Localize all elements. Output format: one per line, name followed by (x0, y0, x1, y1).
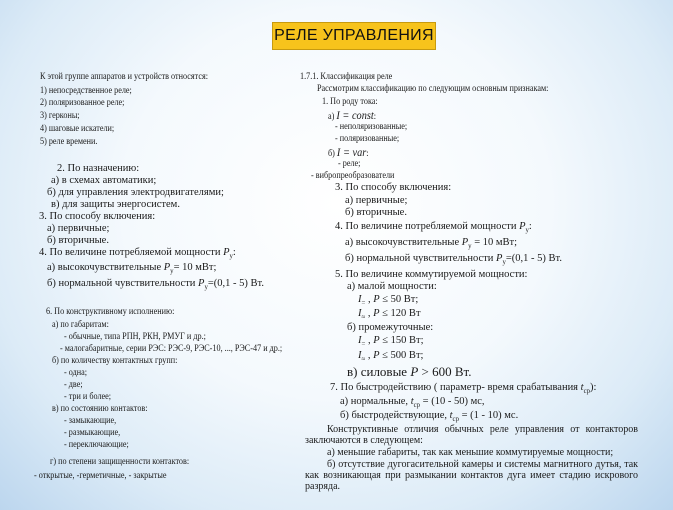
list-item: 5) реле времени. (40, 137, 98, 147)
list-item: б) I = var: (328, 145, 369, 159)
list-item: а) малой мощности: (347, 281, 437, 292)
list-item: - две; (64, 380, 83, 390)
section-power: 4. По величине потребляемой мощности $P_y$: (39, 247, 236, 261)
list-item: б) быстродействующие, $t_{ср} = (1 - 10)$ мс. (340, 410, 519, 424)
list-item: в) силовые P > 600 Вт. (347, 364, 472, 379)
section-power: 4. По величине потребляемой мощности $P_y$: (335, 221, 532, 235)
list-item: б) вторичные. (47, 235, 109, 246)
list-item: г) по степени защищенности контактов: (50, 457, 190, 467)
list-item: в) по состоянию контактов: (52, 404, 148, 414)
formula: $I_=$ , P ≤ 150 Вт; (358, 335, 424, 349)
list-item: - одна; (64, 368, 88, 378)
list-item: а) первичные; (345, 195, 408, 206)
paragraph: б) отсутствие дугогасительной камеры и системы магнитного дутья, так как возникающая при размыкании контактов дуга имеет стадию искрового разряда. (305, 459, 638, 492)
list-item: - замыкающие, (64, 416, 117, 426)
paragraph: Конструктивные отличия обычных реле управления от контакторов заключаются в следующем: (305, 424, 638, 446)
formula: $I_=$ , P ≤ 50 Вт; (358, 294, 419, 308)
paragraph: а) меньшие габариты, так как меньшие коммутируемые мощности; (327, 447, 614, 458)
list-item: б) нормальной чувствительности $P_y=(0,1 - 5)$ Вт. (345, 253, 562, 267)
list-item: - поляризованные; (335, 134, 400, 144)
list-item: а) по габаритам: (52, 320, 109, 330)
list-item: б) промежуточные: (347, 322, 434, 333)
list-item: - переключающие; (64, 440, 129, 450)
section-heading: 1.7.1. Классификация реле (300, 72, 393, 82)
list-item: а) высокочувствительные $P_y= 10$ мВт; (47, 262, 217, 276)
list-item: 4) шаговые искатели; (40, 124, 115, 134)
list-item: 1) непосредственное реле; (40, 86, 132, 96)
section-current: 1. По роду тока: (322, 97, 378, 107)
list-item: а) высокочувствительные $P_y = 10$ мВт; (345, 237, 518, 251)
list-item: - три и более; (64, 392, 112, 402)
list-item: - реле; (338, 159, 361, 169)
list-item: - открытые, -герметичные, - закрытые (34, 471, 167, 481)
section-speed: 7. По быстродействию ( параметр- время срабатывания $t_{ср}$): (330, 382, 597, 396)
list-item: б) по количеству контактных групп: (52, 356, 178, 366)
list-item: а) I = const: (328, 108, 377, 122)
list-item: - неполяризованные; (335, 122, 408, 132)
list-item: а) первичные; (47, 223, 110, 234)
list-item: а) в схемах автоматики; (51, 175, 157, 186)
intro-text: Рассмотрим классификацию по следующим основным признакам: (317, 84, 549, 94)
section-switching: 3. По способу включения: (335, 182, 452, 193)
list-item: - размыкающие, (64, 428, 121, 438)
list-item: в) для защиты энергосистем. (51, 199, 180, 210)
section-switched-power: 5. По величине коммутируемой мощности: (335, 269, 528, 280)
slide-title: РЕЛЕ УПРАВЛЕНИЯ (272, 22, 436, 50)
section-construction: 6. По конструктивному исполнению: (46, 307, 175, 317)
list-item: - малогабаритные, серии РЭС: РЭС-9, РЭС-10, ..., РЭС-47 и др.; (60, 344, 283, 354)
formula: $I_\approx$ , P ≤ 120 Вт (358, 308, 421, 322)
formula: $I_\approx$ , P ≤ 500 Вт; (358, 350, 424, 364)
list-item: 2) поляризованное реле; (40, 98, 125, 108)
section-purpose: 2. По назначению: (57, 163, 140, 174)
list-item: б) нормальной чувствительности $P_y=(0,1 - 5)$ Вт. (47, 278, 264, 292)
list-item: 3) герконы; (40, 111, 80, 121)
list-item: а) нормальные, $t_{ср} = (10 - 50)$ мс, (340, 396, 485, 410)
intro-text: К этой группе аппаратов и устройств относятся: (40, 72, 208, 82)
list-item: - вибропреобразователи (311, 171, 395, 181)
list-item: б) вторичные. (345, 207, 407, 218)
section-switching: 3. По способу включения: (39, 211, 156, 222)
list-item: - обычные, типа РПН, РКН, РМУГ и др.; (64, 332, 206, 342)
list-item: б) для управления электродвигателями; (47, 187, 224, 198)
